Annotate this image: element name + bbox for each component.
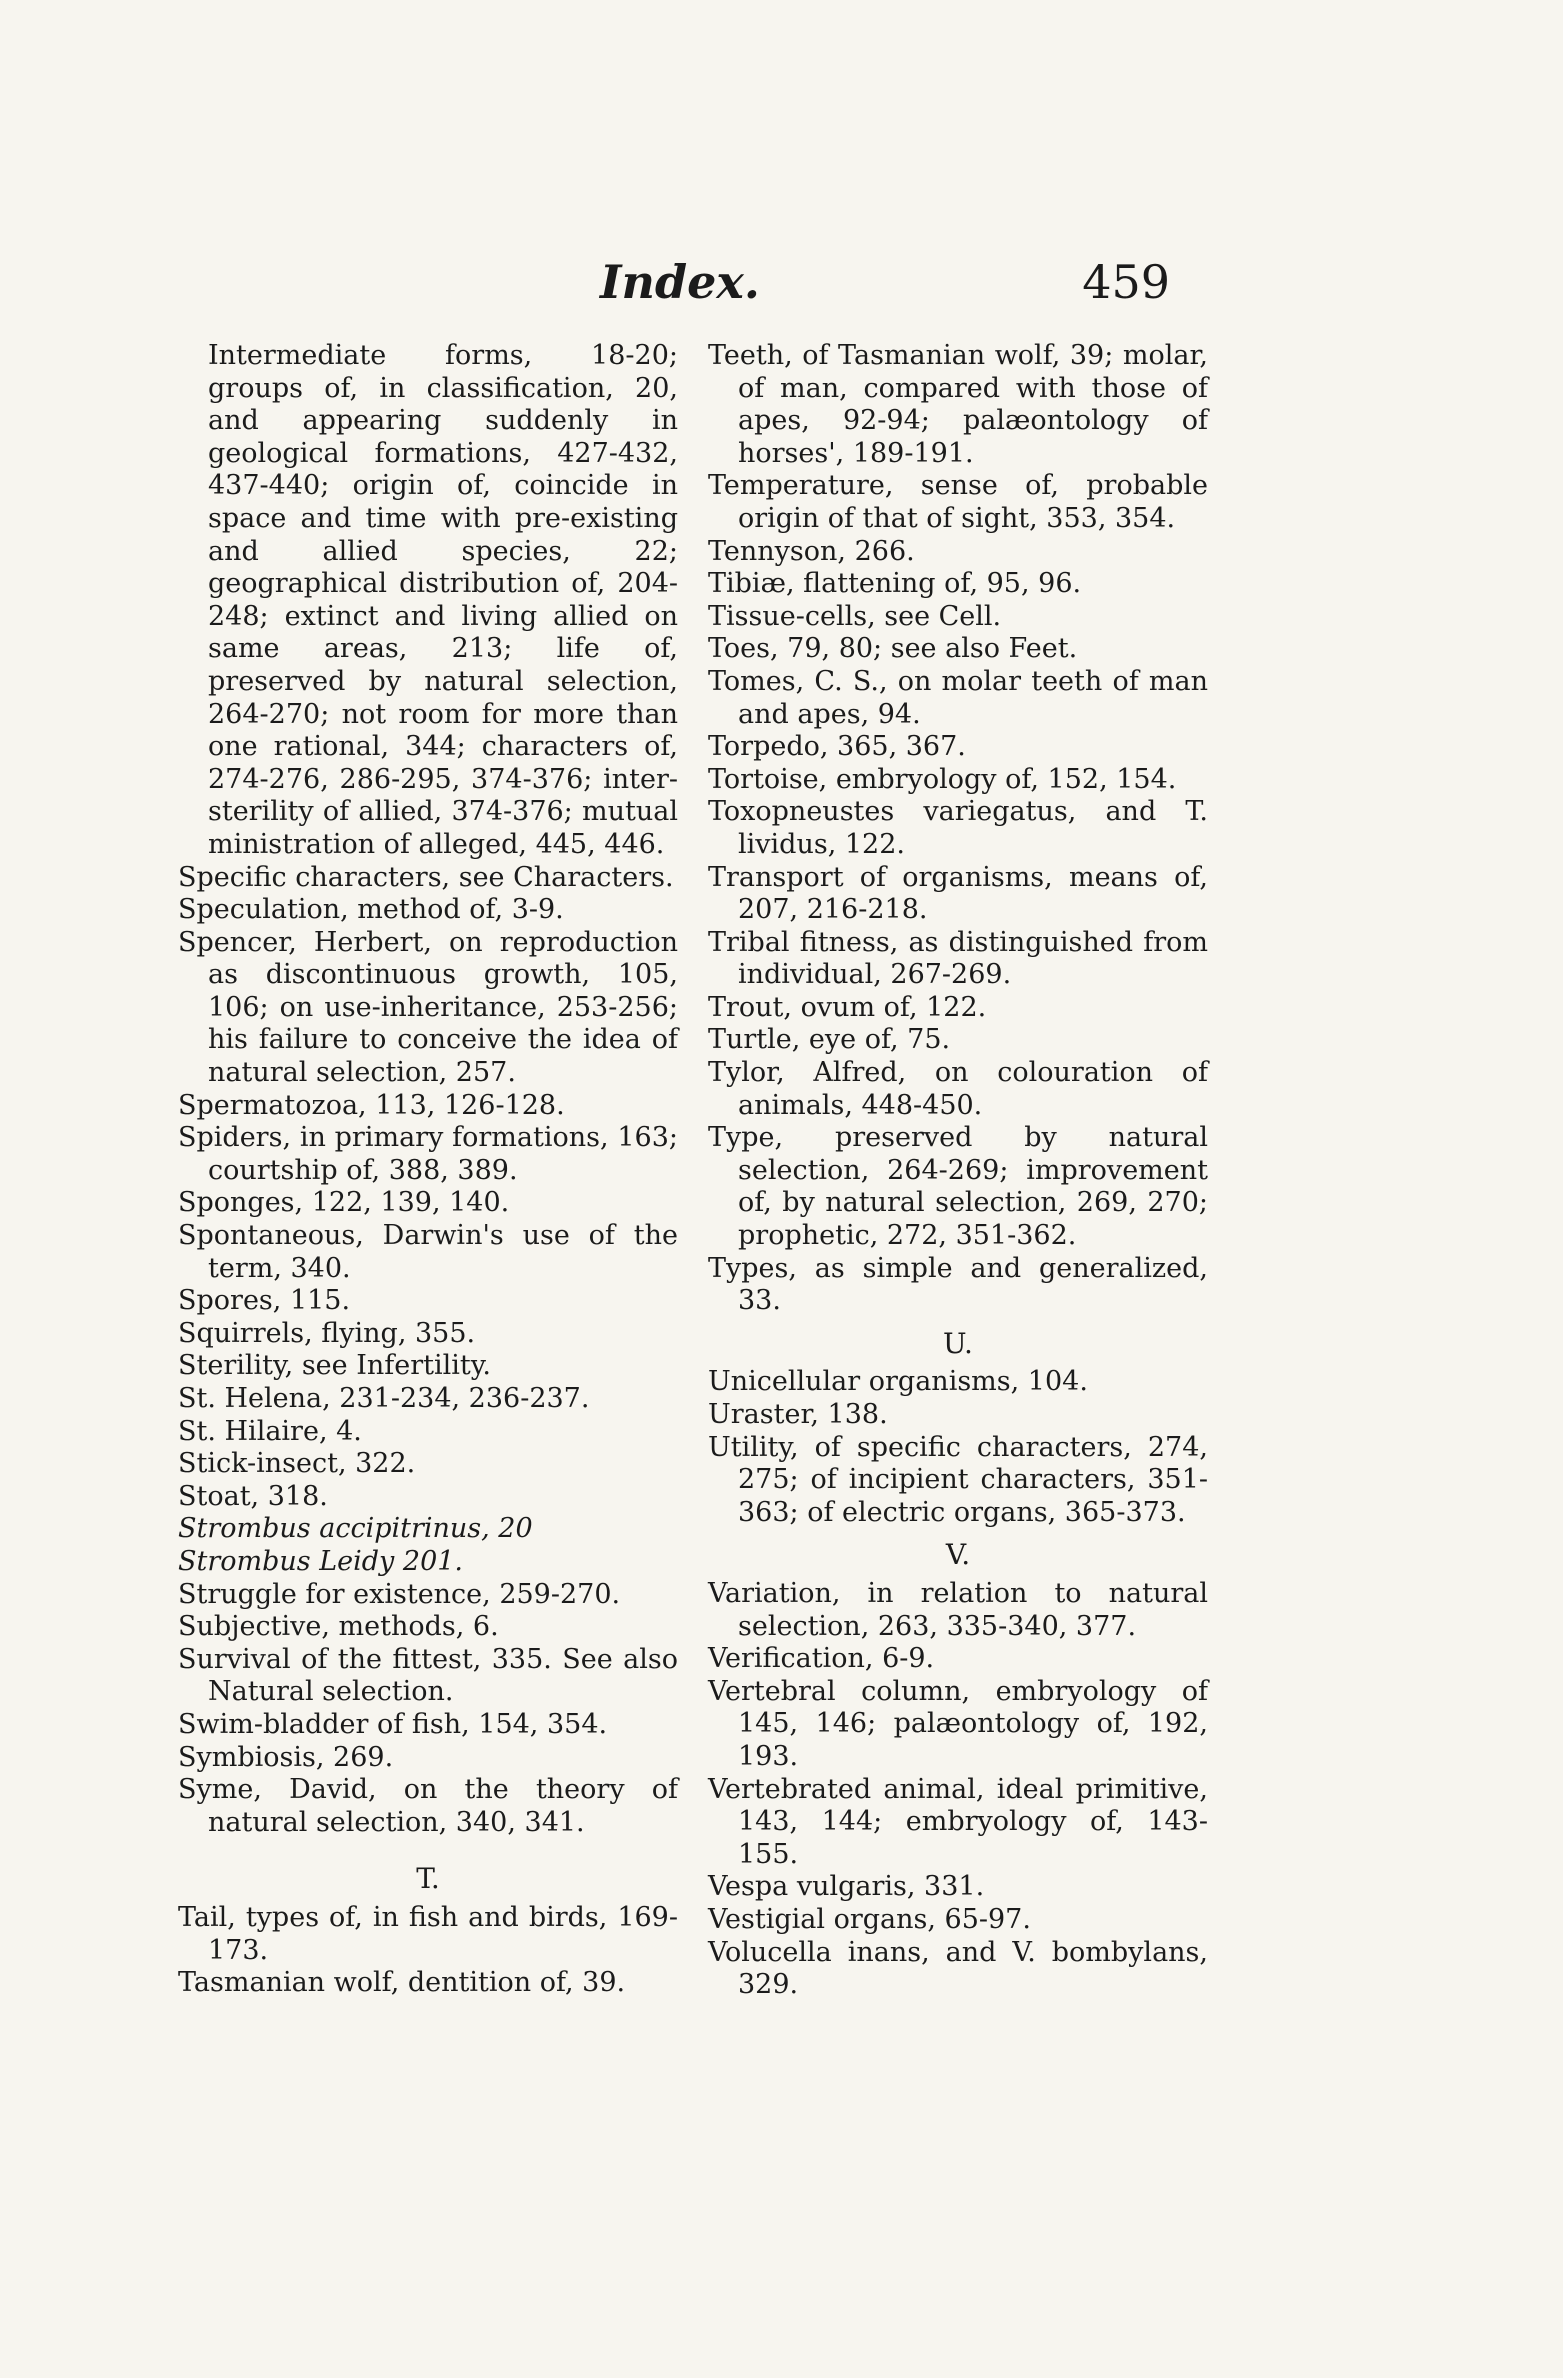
index-entry: Spermatozoa, 113, 126-128. [178,1089,565,1121]
index-entry: Tribal fitness, as distinguished from individual, 267-269. [708,926,1208,991]
section-letter-u: U. [943,1326,973,1360]
index-entry: Transport of organisms, means of, 207, 216-218. [708,861,1208,926]
index-entry: Types, as simple and generalized, 33. [708,1252,1208,1317]
index-entry: Survival of the fittest, 335. See also Natural selection. [178,1643,678,1708]
index-entry: Intermediate forms, 18-20; groups of, in classification, 20, and appearing suddenly in geological formations, 427-432, 437-440; origin of, coincide in space and time with pre-existing and allied species, 22; geographical distribution of, 204-248; extinct and living allied on same areas, 213; life of, preserved by natural selection, 264-270; not room for more than one rational, 344; characters of, 274-276, 286-295, 374-376; inter-sterility of allied, 374-376; mutual ministration of alleged, 445, 446. [208,340,678,860]
index-column-right [708,340,1208,2002]
index-entry: Teeth, of Tasmanian wolf, 39; molar, of man, compared with those of apes, 92-94; palæontology of horses', 189-191. [708,340,1208,469]
index-entry: Spiders, in primary formations, 163; courtship of, 388, 389. [178,1122,678,1186]
index-entry: Spores, 115. [178,1285,351,1317]
index-entry: Swim-bladder of fish, 154, 354. [178,1708,608,1740]
index-entry: Tissue-cells, see Cell. [708,600,1002,632]
index-entry: St. Helena, 231-234, 236-237. [178,1383,590,1414]
index-entry: Trout, ovum of, 122. [708,991,987,1023]
index-entry: Tennyson, 266. [708,535,915,567]
index-entry: Subjective, methods, 6. [178,1611,499,1643]
index-entry: Sterility, see Infertility. [178,1350,492,1382]
page-header [560,255,1170,315]
section-letter-t: T. [416,1862,440,1896]
index-entry: Strombus Leidy 201. [178,1545,464,1577]
index-entry: Stoat, 318. [178,1480,328,1512]
index-entry: Turtle, eye of, 75. [708,1024,951,1056]
index-entry: Verification, 6-9. [708,1643,935,1675]
index-entry: Tylor, Alfred, on colouration of animals, 448-450. [708,1057,1208,1121]
index-entry: Tibiæ, flattening of, 95, 96. [708,568,1082,600]
index-entry: Spencer, Herbert, on reproduction as discontinuous growth, 105, 106; on use-inheritance, 253-256; his failure to conceive the idea of natural selection, 257. [178,926,678,1089]
index-entry: Vertebrated animal, ideal primitive, 143, 144; embryology of, 143-155. [708,1773,1208,1870]
index-entry: Toes, 79, 80; see also Feet. [708,633,1078,665]
page-number: 459 [1082,255,1170,309]
index-entry: Sponges, 122, 139, 140. [178,1187,510,1219]
index-entry: Uraster, 138. [708,1399,888,1430]
index-entry: Tasmanian wolf, dentition of, 39. [178,1967,626,1999]
index-entry: Vertebral column, embryology of 145, 146; palæontology of, 192, 193. [708,1675,1208,1772]
index-entry: Utility, of specific characters, 274, 275; of incipient characters, 351-363; of electric organs, 365-373. [708,1431,1208,1528]
index-entry: Symbiosis, 269. [178,1741,394,1773]
index-entry: Toxopneustes variegatus, and T. lividus, 122. [708,796,1208,860]
index-entry: St. Hilaire, 4. [178,1415,362,1447]
index-entry: Vespa vulgaris, 331. [708,1871,985,1903]
section-letter-v: V. [945,1538,971,1572]
index-entry: Stick-insect, 322. [178,1448,416,1480]
index-entry: Temperature, sense of, probable origin of that of sight, 353, 354. [708,470,1208,534]
index-entry: Torpedo, 365, 367. [708,731,966,763]
index-entry: Speculation, method of, 3-9. [178,894,564,926]
index-entry: Syme, David, on the theory of natural selection, 340, 341. [178,1774,678,1838]
index-entry: Specific characters, see Characters. [178,861,674,893]
index-entry: Strombus accipitrinus, 20 [178,1513,533,1545]
index-column-left [178,340,678,2000]
index-entry: Volucella inans, and V. bombylans, 329. [708,1936,1208,2001]
index-entry: Vestigial organs, 65-97. [708,1903,1031,1935]
index-entry: Tail, types of, in fish and birds, 169-173. [178,1901,678,1966]
index-entry: Type, preserved by natural selection, 264-269; improvement of, by natural selection, 269, 270; prophetic, 272, 351-362. [708,1122,1208,1252]
index-entry: Unicellular organisms, 104. [708,1366,1088,1398]
index-entry: Struggle for existence, 259-270. [178,1578,621,1610]
index-entry: Squirrels, flying, 355. [178,1317,476,1349]
index-entry: Tomes, C. S., on molar teeth of man and apes, 94. [708,665,1208,730]
index-entry: Variation, in relation to natural selection, 263, 335-340, 377. [708,1577,1208,1642]
index-entry: Tortoise, embryology of, 152, 154. [708,763,1177,795]
running-title: Index. [600,255,760,309]
index-entry: Spontaneous, Darwin's use of the term, 340. [178,1220,678,1284]
